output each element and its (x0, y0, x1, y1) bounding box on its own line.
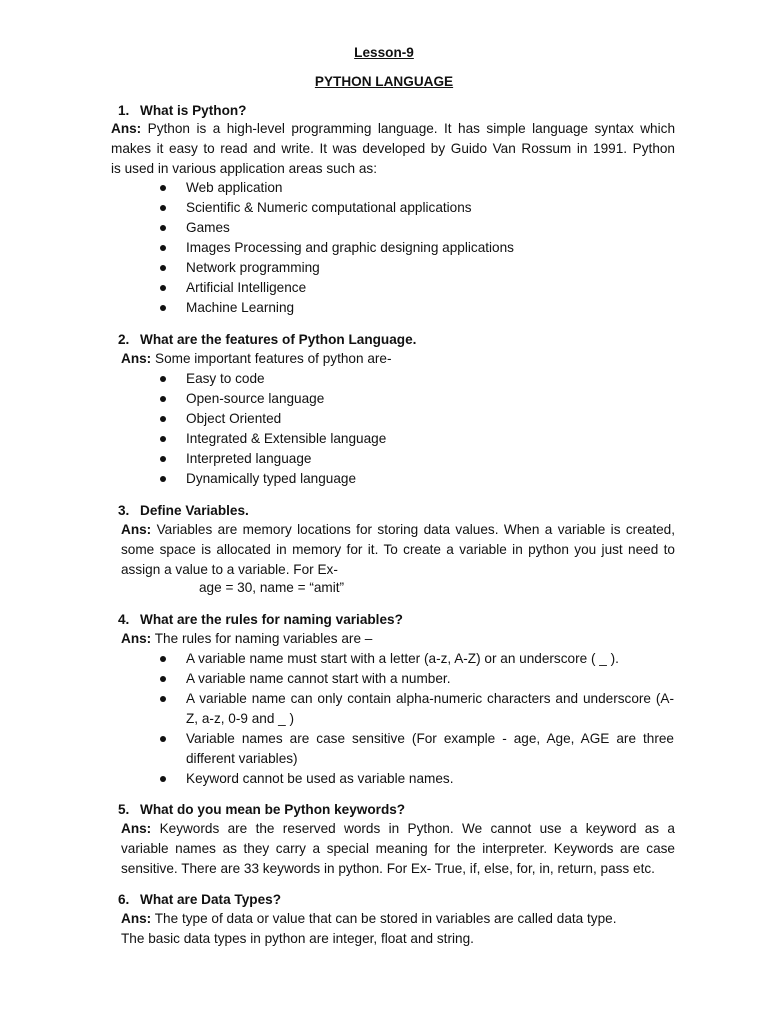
question-number: 6. (118, 892, 130, 907)
ans-label: Ans: (121, 821, 152, 836)
question-3 (118, 501, 249, 521)
question-number: 1. (118, 103, 130, 118)
bullet-icon (160, 245, 166, 251)
question-number: 4. (118, 612, 130, 627)
answer-5 (121, 819, 675, 879)
question-2 (118, 330, 416, 350)
ans-label: Ans: (121, 522, 152, 537)
list-item: Interpreted language (160, 449, 386, 469)
list-item: Machine Learning (160, 298, 514, 318)
answer-line: Ans: Variables are memory locations for storing data values. When a variable is created, (121, 522, 675, 537)
bullet-icon (160, 776, 166, 782)
list-item: Dynamically typed language (160, 469, 386, 489)
bullet-icon (160, 436, 166, 442)
answer-line: some space is allocated in memory for it. To create a variable in python you just need to (121, 542, 675, 557)
bullet-icon (160, 696, 166, 702)
bullet-list-1 (160, 178, 514, 318)
code-example: age = 30, name = “amit” (199, 580, 345, 595)
list-item: Open-source language (160, 389, 386, 409)
bullet-icon (160, 656, 166, 662)
question-6 (118, 890, 281, 910)
answer-2 (121, 349, 675, 369)
question-number: 2. (118, 332, 130, 347)
answer-line: assign a value to a variable. For Ex- (121, 562, 338, 577)
question-number: 5. (118, 802, 130, 817)
question-text: What are the features of Python Language. (140, 332, 417, 347)
list-item: A variable name can only contain alpha-numeric characters and underscore (A-Z, a-z, 0-9 and _ ) (160, 689, 674, 729)
bullet-icon (160, 376, 166, 382)
bullet-icon (160, 476, 166, 482)
bullet-icon (160, 285, 166, 291)
list-item: Network programming (160, 258, 514, 278)
ans-label: Ans: (121, 631, 152, 646)
bullet-icon (160, 456, 166, 462)
question-text: What are Data Types? (140, 892, 282, 907)
answer-line: Ans: Keywords are the reserved words in Python. We cannot use a keyword as a (121, 821, 675, 836)
answer-line: sensitive. There are 33 keywords in python. For Ex- True, if, else, for, in, return, pass etc. (121, 861, 655, 876)
list-item: A variable name cannot start with a number. (160, 669, 674, 689)
ans-label: Ans: (121, 911, 152, 926)
answer-line: Ans: The type of data or value that can be stored in variables are called data type. (121, 911, 617, 926)
list-item: Web application (160, 178, 514, 198)
bullet-icon (160, 185, 166, 191)
question-4 (118, 610, 403, 630)
list-item: Artificial Intelligence (160, 278, 514, 298)
answer-3 (121, 520, 675, 580)
question-text: Define Variables. (140, 503, 249, 518)
question-1 (118, 101, 246, 121)
answer-line: Ans: The rules for naming variables are – (121, 631, 373, 646)
bullet-icon (160, 265, 166, 271)
list-item: Keyword cannot be used as variable names. (160, 769, 674, 789)
bullet-icon (160, 736, 166, 742)
ans-label: Ans: (121, 351, 152, 366)
answer-line: is used in various application areas such as: (111, 161, 377, 176)
list-item: Scientific & Numeric computational applications (160, 198, 514, 218)
bullet-icon (160, 305, 166, 311)
lesson-title: Lesson-9 (354, 45, 414, 60)
answer-line: Ans: Some important features of python are- (121, 351, 392, 366)
question-text: What are the rules for naming variables? (140, 612, 403, 627)
answer-line: Ans: Python is a high-level programming language. It has simple language syntax which (111, 121, 675, 136)
bullet-icon (160, 225, 166, 231)
answer-4 (121, 629, 675, 649)
list-item: A variable name must start with a letter (a-z, A-Z) or an underscore ( _ ). (160, 649, 674, 669)
list-item: Images Processing and graphic designing applications (160, 238, 514, 258)
question-text: What do you mean be Python keywords? (140, 802, 406, 817)
subject-heading: PYTHON LANGUAGE (314, 74, 454, 89)
question-text: What is Python? (140, 103, 247, 118)
list-item: Integrated & Extensible language (160, 429, 386, 449)
answer-1 (111, 119, 675, 179)
list-item: Easy to code (160, 369, 386, 389)
ans-label: Ans: (111, 121, 142, 136)
list-item: Games (160, 218, 514, 238)
question-number: 3. (118, 503, 130, 518)
bullet-icon (160, 676, 166, 682)
answer-line: The basic data types in python are integer, float and string. (121, 931, 474, 946)
bullet-icon (160, 416, 166, 422)
list-item: Variable names are case sensitive (For example - age, Age, AGE are three different variables) (160, 729, 674, 769)
bullet-list-2 (160, 369, 386, 489)
bullet-list-4 (160, 649, 674, 789)
list-item: Object Oriented (160, 409, 386, 429)
bullet-icon (160, 396, 166, 402)
answer-line: makes it easy to read and write. It was developed by Guido Van Rossum in 1991. Python (111, 141, 675, 156)
question-5 (118, 800, 405, 820)
answer-line: variable names as they carry a special meaning for the interpreter. Keywords are case (121, 841, 675, 856)
answer-6 (121, 909, 675, 949)
bullet-icon (160, 205, 166, 211)
